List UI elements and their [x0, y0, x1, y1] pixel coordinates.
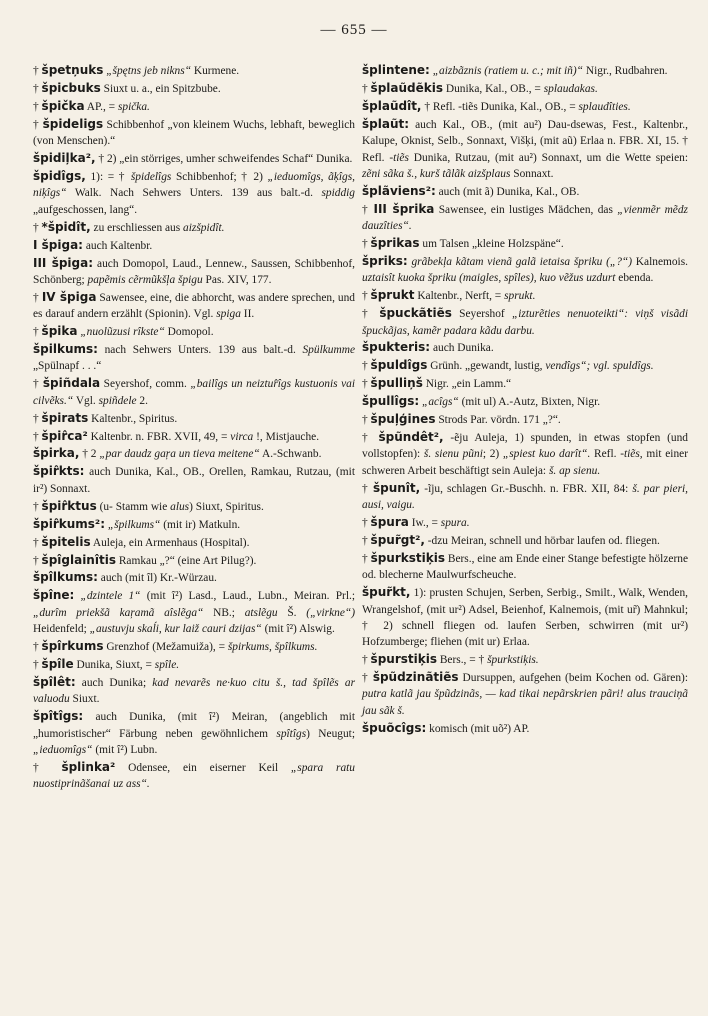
dictionary-entry	[33, 759, 355, 793]
headword: špullîgs:	[362, 394, 420, 409]
italic-text: grãbekļa kãtam vienã galã ietaisa špriku („?“)	[407, 255, 633, 268]
entry-text: †	[362, 203, 374, 216]
entry-text: Kaltenbr., Nerft, =	[414, 290, 505, 303]
italic-text: špidelîgs	[130, 171, 172, 184]
entry-text: Dunika, Siuxt, =	[73, 658, 155, 671]
dictionary-entry	[33, 516, 355, 533]
entry-text: †	[33, 536, 42, 549]
entry-text: Iw., =	[408, 517, 441, 530]
entry-text: Nigr. „ein Lamm.“	[422, 378, 512, 391]
entry-text: †	[362, 82, 371, 95]
entry-text: Sawensee, eine, die abhorcht, was andere sprechen, und es darauf andern erzählt (Spionin). Vgl.	[33, 291, 356, 321]
entry-text: -ĩju, schlagen Gr.-Buschh. n. FBR. XII, 84:	[420, 482, 633, 495]
italic-text: splaudîties.	[578, 100, 631, 113]
dictionary-entry	[362, 201, 688, 235]
italic-text: „aizbãznis (ratiem u. c.; mit iñ)“	[429, 65, 584, 77]
italic-text: atslẽgu	[244, 606, 278, 619]
dictionary-entry	[33, 98, 355, 115]
headword: špukteris:	[362, 340, 431, 355]
headword: špur̃kt,	[362, 585, 411, 600]
entry-text: Kaltenbr. n. FBR. XVII, 49, =	[87, 430, 231, 443]
entry-text: †	[362, 432, 379, 445]
dictionary-entry	[33, 552, 355, 569]
entry-text: auch (mit ã) Dunika, Kal., OB.	[435, 185, 580, 198]
entry-text: †	[33, 641, 42, 653]
italic-text: „dzintele 1“	[74, 590, 141, 603]
headword: špulliņš	[370, 376, 423, 391]
entry-text: †	[33, 118, 43, 131]
dictionary-entry	[362, 357, 688, 374]
entry-text: † Refl. -tiẽs Dunika, Kal., OB., =	[421, 100, 579, 113]
entry-text: auch Dunika, Kal., OB., Orellen, Ramkau, Rutzau, (mit ir²) Sonnaxt.	[33, 466, 355, 495]
headword: špilkums:	[33, 342, 98, 357]
entry-text: †	[362, 482, 373, 495]
entry-text: AP., =	[84, 100, 118, 113]
italic-text: „bailîgs un neiztur̂îgs kustuonis vai cilvẽks.“	[33, 378, 356, 407]
dictionary-entry	[362, 429, 688, 479]
headword: šprikas	[370, 236, 420, 250]
entry-text: um Talsen „kleine Holzspäne“.	[419, 238, 564, 250]
headword: *špidît,	[41, 219, 91, 234]
dictionary-entry	[33, 428, 355, 445]
headword: špirats	[41, 410, 89, 425]
entry-text: Seyershof, comm.	[100, 378, 191, 391]
entry-text: II.	[240, 308, 255, 321]
entry-text: (mit î²) Lasd., Laud., Lubn., Meiran. Prl.;	[140, 590, 355, 603]
dictionary-entry	[33, 498, 355, 515]
entry-text: Domopol.	[164, 326, 214, 339]
italic-text: „ieduomîgs“	[33, 743, 93, 756]
entry-text: auch Kal., OB., (mit au²) Dau-dsewas, Fest., Kaltenbr., Kalupe, Oknist, Selb., Sonnaxt, Višķi, (mit aũ) Erlaa n. FBR. XI, 15. † Refl.	[362, 118, 688, 164]
headword: špička	[41, 98, 85, 113]
entry-text: Dunika, Rutzau, (mit au²) Sonnaxt, um die Wette speien:	[408, 151, 688, 164]
entry-text: (mit î²) Lubn.	[92, 743, 158, 756]
dictionary-entry	[362, 253, 688, 287]
dictionary-entry	[33, 219, 355, 236]
dictionary-entry	[362, 80, 688, 97]
entry-text: †	[33, 554, 42, 567]
headword: špuckãtiẽs	[379, 306, 452, 321]
headword: špuldîgs	[370, 358, 428, 373]
italic-text: špurkstiķis.	[487, 654, 539, 667]
entry-text: auch Dunika.	[430, 342, 494, 355]
headword: špîne:	[33, 588, 75, 603]
headword: špîlêt:	[33, 674, 76, 689]
entry-text: Sawensee, ein lustiges Mädchen, das	[434, 203, 618, 216]
italic-text: sprukt.	[504, 290, 536, 303]
dictionary-entry	[362, 720, 688, 737]
entry-text: auch Kaltenbr.	[82, 239, 153, 252]
entry-text: !, Mistjauche.	[253, 430, 320, 443]
italic-text: -tiẽs,	[620, 448, 643, 461]
dictionary-entry	[33, 375, 355, 409]
right-column	[362, 62, 688, 737]
entry-text: †	[33, 378, 43, 391]
entry-text: Refl.	[590, 448, 621, 461]
italic-text: kad nevarẽs ne·kuo citu š., tad špîlẽs ar valuodu	[33, 676, 355, 706]
entry-text: †	[362, 360, 371, 373]
italic-text: vendîgs“; vgl. spuldîgs.	[545, 360, 654, 373]
entry-text: †	[33, 761, 62, 774]
italic-text: papẽmis cẽrmũkšļa špigu	[87, 273, 203, 286]
entry-text: †	[33, 326, 42, 339]
dictionary-entry	[33, 255, 355, 289]
dictionary-entry	[33, 80, 355, 97]
dictionary-entry	[33, 62, 355, 79]
headword: III šprika	[373, 201, 435, 216]
entry-text: 1): prusten Schujen, Serben, Serbig., Smilt., Walk, Wenden, Wrangelshof, (mit ur²) Adsel, Beienhof, Kalnemois, (mit ur̃) Mahnkul; † 2) schnell fliegen od. laufen Serben, schwirren (mit ur²) Hofzumberge; fliehen (mit ur) Erlaa.	[362, 587, 688, 649]
italic-text: „izturẽties nenuoteikti“: viņš visãdi špuckãjas, kamẽr padara kãdu darbu.	[362, 308, 689, 337]
entry-text: †	[33, 658, 42, 671]
entry-text: †	[362, 552, 371, 565]
headword: III špiga:	[33, 255, 94, 270]
entry-text: ) Neugut;	[306, 727, 355, 740]
entry-text: Heidenfeld;	[33, 623, 90, 636]
entry-text: Walk. Nach Sehwers Unters. 139 aus balt.-d.	[66, 187, 322, 200]
entry-text: Seyershof	[451, 308, 512, 321]
entry-text: -dzu Meiran, schnell und hörbar laufen od. fliegen.	[424, 534, 660, 547]
dictionary-entry	[33, 168, 355, 218]
dictionary-entry	[362, 62, 688, 79]
dictionary-entry	[362, 651, 688, 668]
headword: špîglainîtis	[41, 552, 116, 567]
headword: I špiga:	[33, 237, 83, 252]
dictionary-entry	[362, 584, 688, 650]
dictionary-entry	[362, 532, 688, 549]
entry-text: auch Dunika;	[75, 676, 153, 689]
italic-text: alus	[170, 500, 190, 513]
italic-text: spička.	[117, 100, 150, 113]
dictionary-entry	[33, 341, 355, 375]
italic-text: „spara ratu nuostiprinãšanai uz ass“.	[33, 761, 355, 791]
headword: špunît,	[372, 480, 421, 495]
dictionary-entry	[362, 480, 688, 514]
entry-text: †	[33, 65, 42, 77]
dictionary-entry	[362, 287, 688, 304]
entry-text: (mit î²) Alswig.	[261, 623, 335, 636]
entry-text: auch Dunika, (mit î²) Meiran, (angeblich mit „humoristischer“ Färbung neben gewöhnlichem	[33, 711, 355, 740]
headword: špuõcîgs:	[362, 720, 427, 735]
entry-text: Pas. XIV, 177.	[202, 273, 272, 286]
dictionary-entry	[33, 463, 355, 497]
italic-text: „spiest kuo darît“.	[502, 448, 591, 461]
entry-text: auch (mit îl) Kr.-Würzau.	[97, 572, 217, 585]
dictionary-entry	[33, 289, 355, 323]
dictionary-entry	[33, 116, 355, 150]
entry-text: †	[362, 534, 371, 547]
headword: špurstiķis	[370, 652, 437, 667]
entry-text: Siuxt.	[69, 693, 100, 706]
dictionary-entry	[33, 237, 355, 254]
headword: špîlkums:	[33, 570, 98, 585]
italic-text: „austuvju skaĺi, kur laiž cauri dzijas“	[89, 623, 262, 636]
entry-text: Strods Par. vördn. 171 „?“.	[435, 414, 561, 427]
italic-text: špirkums, špîlkums.	[227, 641, 318, 653]
headword: špir̂ca²	[41, 428, 88, 443]
entry-text: Dunika, Kal., OB., =	[443, 82, 544, 95]
headword: špuļģines	[370, 412, 436, 427]
headword: špicbuks	[41, 80, 101, 95]
entry-text: zu erschliessen aus	[90, 221, 184, 234]
entry-text: †	[362, 308, 380, 321]
entry-text: †	[362, 378, 371, 391]
dictionary-entry	[33, 587, 355, 637]
entry-text: †	[362, 517, 371, 530]
entry-text: † 2) „ein störriges, umher schweifendes Schaf“ Dunika.	[95, 153, 353, 166]
dictionary-entry	[33, 656, 355, 673]
entry-text: ; 2)	[482, 448, 503, 461]
italic-text: „nuolũzusi rîkste“	[77, 326, 165, 339]
headword: špũdzinãtiẽs	[372, 670, 459, 685]
dictionary-entry	[362, 550, 688, 584]
headword: špirka,	[33, 446, 80, 461]
entry-text: (u- Stamm wie	[96, 500, 171, 513]
entry-text: †	[362, 672, 373, 685]
entry-text: Kurmene.	[191, 65, 240, 77]
headword: špika	[41, 324, 78, 339]
headword: špir̂kts:	[33, 464, 85, 479]
headword: špir̂ktus	[41, 498, 97, 513]
italic-text: zẽni sãka š., kurš tãlãk aizšplaus	[362, 167, 511, 180]
entry-text: †	[33, 412, 42, 425]
dictionary-entry	[362, 411, 688, 428]
headword: šplãviens²:	[362, 183, 436, 198]
entry-text: †	[33, 500, 42, 513]
entry-text: 2.	[136, 394, 148, 407]
entry-text: †	[33, 100, 42, 113]
italic-text: splaudakas.	[543, 82, 598, 95]
entry-text: ) Siuxt, Spiritus.	[189, 500, 264, 513]
dictionary-entry	[362, 235, 688, 252]
left-column	[33, 62, 355, 792]
entry-text: †	[33, 430, 42, 443]
italic-text: „špilkums“	[105, 518, 161, 531]
dictionary-entry	[33, 674, 355, 708]
entry-text: †	[362, 238, 371, 250]
italic-text: spiga	[216, 308, 241, 321]
dictionary-entry	[33, 638, 355, 655]
entry-text: Grünh. „gewandt, lustig,	[427, 360, 546, 373]
dictionary-entry	[362, 375, 688, 392]
entry-text: †	[33, 221, 42, 234]
italic-text: („virkne“)	[306, 606, 355, 619]
entry-text: mit einer schweren Arbeit beschäftigt sein Auleja:	[362, 448, 688, 477]
entry-text: „Spülnapf . . .“	[33, 360, 102, 373]
italic-text: „acîgs“	[419, 396, 459, 409]
entry-text: Schibbenhof; † 2)	[171, 171, 268, 184]
headword: šplaũdît,	[362, 98, 422, 113]
headword: špîrkums	[41, 639, 104, 653]
italic-text: putra katlã jau špũdzinãs, — kad tikai nepãrskrien pãri! alus trauciņã jau sãk š.	[362, 688, 688, 717]
italic-text: spura.	[440, 517, 470, 530]
italic-text: spîtîgs	[276, 727, 307, 740]
entry-text: Kalnemois.	[632, 255, 689, 268]
headword: špur̃gt²,	[370, 532, 425, 547]
entry-text: Auleja, ein Armenhaus (Hospital).	[90, 536, 250, 549]
italic-text: „par daudz gaŗa un tieva meitene“	[99, 448, 260, 461]
entry-text: Siuxt u. a., ein Spitzbube.	[100, 82, 221, 95]
entry-text: † 2	[79, 448, 100, 461]
italic-text: Spülkumme	[302, 344, 355, 357]
entry-text: (mit ul) A.-Autz, Bixten, Nigr.	[458, 396, 601, 409]
italic-text: uztaisît kuoka špriku (maigles, spîles), kuo vẽžus uzdurt	[362, 272, 616, 285]
headword: špũndêt²,	[378, 430, 444, 445]
headword: špriks:	[362, 253, 408, 268]
entry-text: Bers., = †	[436, 654, 488, 667]
italic-text: „ieduomîgs, ãķîgs, niķîgs“	[33, 171, 355, 200]
italic-text: „durîm priekšã kaŗamã aîslẽga“	[33, 606, 204, 619]
dictionary-entry	[33, 323, 355, 340]
entry-text: NB.;	[203, 606, 245, 619]
headword: špitelis	[41, 534, 91, 549]
headword: špîle	[41, 656, 74, 671]
dictionary-entry	[362, 305, 688, 339]
entry-text: komisch (mit uõ²) AP.	[426, 722, 530, 735]
entry-text: Nigr., Rudbahren.	[583, 65, 668, 77]
entry-text: †	[362, 654, 371, 667]
italic-text: -tiẽs	[389, 151, 409, 164]
headword: šplinka²	[61, 759, 116, 774]
entry-text: Kaltenbr., Spiritus.	[88, 412, 178, 425]
italic-text: spîle.	[154, 658, 180, 671]
entry-text: -ẽju Auleja, 1) spunden, in etwas stopfen (und vollstopfen):	[362, 432, 688, 461]
italic-text: š. sienu pũni	[423, 448, 483, 461]
headword: špideligs	[42, 116, 104, 131]
dictionary-entry	[33, 569, 355, 586]
dictionary-entry	[33, 708, 355, 758]
entry-text: †	[362, 290, 371, 303]
italic-text: „vienmẽr mẽdz dauzîties“.	[362, 203, 688, 233]
dictionary-entry	[362, 98, 688, 115]
headword: špîtîgs:	[33, 709, 84, 724]
entry-text: „aufgeschossen, lang“.	[33, 203, 138, 216]
italic-text: aizšpidît.	[183, 221, 225, 234]
entry-text: Odensee, ein eiserner Keil	[115, 761, 291, 774]
entry-text: Ramkau „?“ (eine Art Pilug?).	[115, 554, 257, 567]
entry-text: Sonnaxt.	[510, 167, 554, 180]
headword: špidiļka²,	[33, 151, 96, 166]
headword: špetņuks	[41, 63, 104, 77]
entry-text: (mit ir) Matkuln.	[160, 518, 241, 531]
dictionary-entry	[362, 339, 688, 356]
dictionary-entry	[362, 393, 688, 410]
entry-text: Schibbenhof „von kleinem Wuchs, lebhaft, beweglich (von Menschen).“	[33, 118, 355, 148]
entry-text: Grenzhof (Mežamuiža), =	[103, 641, 228, 653]
entry-text: ebenda.	[615, 272, 654, 285]
headword: špidîgs,	[33, 169, 86, 184]
dictionary-entry	[362, 514, 688, 531]
entry-text: Š.	[277, 606, 307, 619]
headword: IV špiga	[41, 289, 97, 304]
dictionary-entry	[33, 445, 355, 462]
headword: šplintene:	[362, 63, 430, 77]
italic-text: spiñdele	[98, 394, 137, 407]
entry-text: nach Sehwers Unters. 139 aus balt.-d.	[97, 344, 303, 357]
entry-text: A.-Schwanb.	[259, 448, 322, 461]
entry-text: †	[33, 82, 42, 95]
page-number: — 655 —	[320, 22, 388, 38]
entry-text: 1): = †	[85, 171, 131, 184]
headword: špiñdala	[42, 376, 101, 391]
entry-text: †	[33, 291, 42, 304]
headword: šplaũt:	[362, 116, 410, 131]
italic-text: „špętns jeb nikns“	[103, 65, 192, 77]
dictionary-entry	[362, 669, 688, 719]
italic-text: š. ap sienu.	[548, 464, 601, 477]
dictionary-entry	[362, 116, 688, 182]
entry-text: Vgl.	[73, 394, 99, 407]
headword: špir̂kums²:	[33, 516, 105, 531]
headword: špurkstiķis	[370, 550, 445, 565]
italic-text: virca	[230, 430, 254, 443]
entry-text: †	[362, 414, 371, 427]
dictionary-entry	[33, 410, 355, 427]
entry-text: Dursuppen, aufgehen (beim Kochen od. Gären):	[458, 672, 688, 685]
italic-text: spiddig	[321, 187, 355, 200]
entry-text: auch Domopol, Laud., Lennew., Saussen, Schibbenhof, Schönberg;	[33, 257, 356, 286]
dictionary-entry	[33, 534, 355, 551]
headword: šprukt	[370, 288, 415, 303]
entry-text: Bers., eine am Ende einer Stange befestigte hölzerne od. blecherne Maulwurfscheuche.	[362, 552, 688, 582]
dictionary-entry	[362, 183, 688, 200]
headword: špura	[370, 515, 409, 530]
italic-text: š. par pieri, ausi, vaigu.	[362, 482, 689, 512]
headword: šplaũdẽkis	[370, 80, 443, 95]
dictionary-entry	[33, 150, 355, 167]
